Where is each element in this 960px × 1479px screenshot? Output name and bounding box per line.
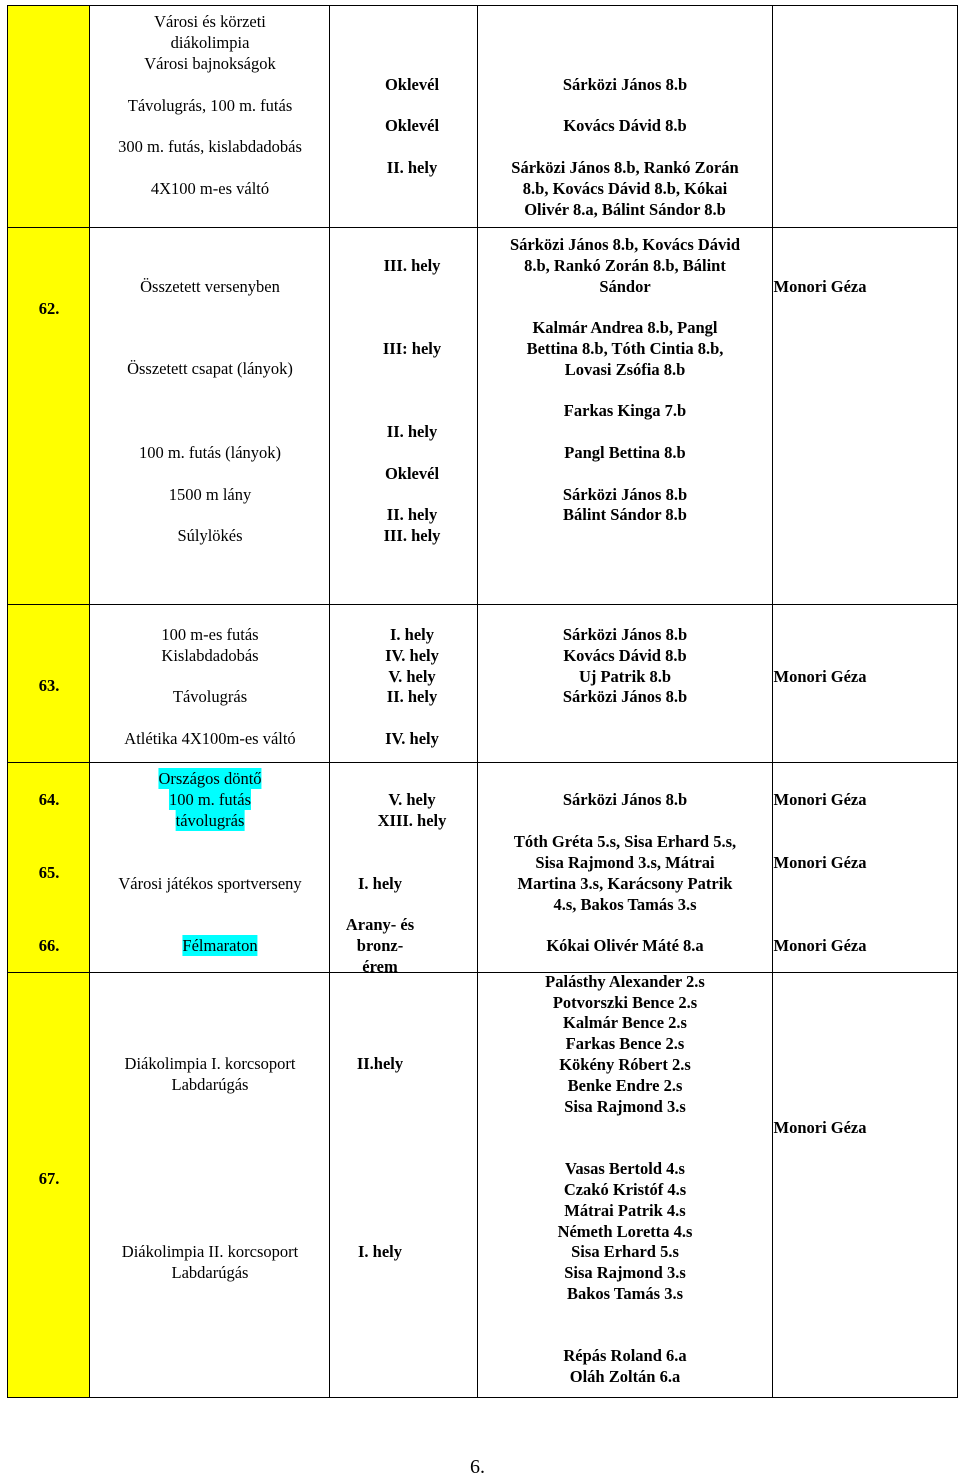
place-line: III. hely: [383, 526, 441, 545]
place-line: II. hely: [386, 687, 438, 706]
name-line: Kovács Dávid 8.b: [563, 646, 687, 665]
place-line: II. hely: [386, 505, 438, 524]
names-cell: [478, 6, 773, 228]
teacher-name: Monori Géza: [773, 277, 867, 296]
event-line: Távolugrás, 100 m. futás: [127, 96, 293, 115]
name-line: Kókai Olivér Máté 8.a: [546, 936, 704, 955]
row-num-cell: [8, 763, 90, 973]
name-line: Czakó Kristóf 4.s: [563, 1180, 687, 1199]
place-line: II. hely: [386, 158, 438, 177]
event-line: Labdarúgás: [171, 1263, 249, 1282]
name-line: Farkas Bence 2.s: [565, 1034, 685, 1053]
teacher-name: Monori Géza: [773, 667, 867, 686]
name-line: Sárközi János 8.b: [562, 687, 688, 706]
name-line: 8.b, Rankó Zorán 8.b, Bálint: [524, 256, 726, 275]
event-line: 100 m. futás (lányok): [138, 443, 282, 462]
table-row-67: [8, 973, 958, 1398]
name-line: Kalmár Bence 2.s: [563, 1013, 687, 1032]
name-line: Sisa Rajmond 3.s: [564, 1263, 686, 1282]
name-line: Pangl Bettina 8.b: [564, 443, 686, 462]
name-line: Németh Loretta 4.s: [557, 1222, 693, 1241]
place-line: V. hely: [388, 790, 436, 809]
name-line: Bálint Sándor 8.b: [563, 505, 687, 524]
name-line: Palásthy Alexander 2.s: [545, 972, 705, 991]
name-line: Benke Endre 2.s: [567, 1076, 683, 1095]
teacher-name: Monori Géza: [773, 853, 867, 872]
event-line: Diákolimpia II. korcsoport: [121, 1242, 299, 1261]
place-line: Oklevél: [384, 464, 440, 483]
place-line: Arany- és: [345, 915, 415, 934]
name-line: Sárközi János 8.b: [562, 75, 688, 94]
places-cell: [330, 763, 478, 976]
event-line: 100 m-es futás: [161, 625, 259, 644]
event-line: Összetett csapat (lányok): [127, 359, 293, 378]
event-line: 1500 m lány: [168, 485, 252, 504]
name-line: Sisa Erhard 5.s: [571, 1242, 679, 1261]
event-line: Labdarúgás: [171, 1075, 249, 1094]
name-line: 4.s, Bakos Tamás 3.s: [553, 895, 697, 914]
name-line: Uj Patrik 8.b: [578, 667, 672, 686]
name-line: Sárközi János 8.b: [562, 485, 688, 504]
place-line: Oklevél: [384, 116, 440, 135]
name-line: Vasas Bertold 4.s: [565, 1159, 685, 1178]
name-line: Sárközi János 8.b, Rankó Zorán: [511, 158, 739, 177]
teacher-name: Monori Géza: [773, 790, 867, 809]
place-line: I. hely: [389, 625, 435, 644]
name-line: Bakos Tamás 3.s: [566, 1284, 684, 1303]
place-line: III: hely: [382, 339, 442, 358]
events-cell: [90, 763, 330, 973]
names-cell: [478, 605, 773, 763]
table-row-top: [8, 6, 958, 228]
name-line: Kökény Róbert 2.s: [559, 1055, 691, 1074]
teacher-cell: [773, 605, 958, 763]
event-line: Városi bajnokságok: [144, 54, 276, 73]
name-line: Sisa Rajmond 3.s, Mátrai: [535, 853, 715, 872]
name-line: 8.b, Kovács Dávid 8.b, Kókai: [522, 179, 728, 198]
places-cell: [330, 973, 478, 1398]
row-number: 67.: [38, 1169, 60, 1188]
place-line: II.hely: [356, 1054, 404, 1073]
name-line: Martina 3.s, Karácsony Patrik: [517, 874, 733, 893]
place-line: III. hely: [383, 256, 441, 275]
event-line: 300 m. futás, kislabdadobás: [118, 137, 302, 156]
names-cell: [478, 763, 773, 973]
table-row-63: [8, 605, 958, 763]
name-line: Tóth Gréta 5.s, Sisa Erhard 5.s,: [513, 832, 737, 851]
events-cell: [90, 973, 330, 1398]
place-line: II. hely: [386, 422, 438, 441]
name-line: Kovács Dávid 8.b: [563, 116, 687, 135]
place-line: I. hely: [357, 1242, 403, 1261]
names-cell: [478, 973, 773, 1398]
places-cell: [330, 228, 478, 605]
teacher-cell: [773, 973, 958, 1398]
row-number: 64.: [38, 790, 60, 809]
teacher-cell: [773, 228, 958, 605]
event-line: Kislabdadobás: [161, 646, 259, 665]
place-line: érem: [362, 957, 398, 976]
name-line: Olivér 8.a, Bálint Sándor 8.b: [524, 200, 726, 219]
table-row-64-66: [8, 763, 958, 973]
results-table: [7, 5, 958, 1398]
event-line: diákolimpia: [170, 33, 250, 52]
name-line: Lovasi Zsófia 8.b: [564, 360, 686, 379]
row-num-cell: [8, 6, 90, 228]
teacher-name: Monori Géza: [773, 1118, 867, 1137]
name-line: Sándor: [599, 277, 651, 296]
event-line: Országos döntő: [158, 769, 262, 788]
teacher-cell: [773, 763, 958, 973]
place-line: V. hely: [388, 667, 436, 686]
event-line: Diákolimpia I. korcsoport: [124, 1054, 296, 1073]
events-cell: [90, 228, 330, 605]
name-line: Farkas Kinga 7.b: [563, 401, 687, 420]
event-line: távolugrás: [175, 811, 245, 830]
place-line: I. hely: [357, 874, 403, 893]
name-line: Sárközi János 8.b, Kovács Dávid: [509, 235, 741, 254]
name-line: Mátrai Patrik 4.s: [564, 1201, 686, 1220]
place-line: XIII. hely: [377, 811, 447, 830]
events-cell: [90, 605, 330, 763]
name-line: Sárközi János 8.b: [562, 790, 688, 809]
places-cell: [330, 605, 478, 763]
place-line: IV. hely: [385, 646, 439, 665]
place-line: bronz-: [356, 936, 404, 955]
name-line: Oláh Zoltán 6.a: [569, 1367, 681, 1386]
row-number: 66.: [38, 936, 60, 955]
row-number: 62.: [38, 299, 60, 318]
event-line: Távolugrás: [172, 687, 248, 706]
row-number: 65.: [38, 863, 60, 882]
table-row-62: [8, 228, 958, 605]
name-line: Répás Roland 6.a: [563, 1346, 687, 1365]
names-cell: [478, 228, 773, 605]
place-line: IV. hely: [385, 729, 439, 748]
event-line: Városi játékos sportverseny: [118, 874, 302, 893]
events-cell: [90, 6, 330, 228]
name-line: Bettina 8.b, Tóth Cintia 8.b,: [526, 339, 724, 358]
place-line: Oklevél: [384, 75, 440, 94]
row-num-cell: [8, 228, 90, 605]
event-line: Összetett versenyben: [140, 277, 280, 296]
name-line: Sisa Rajmond 3.s: [564, 1097, 686, 1116]
teacher-cell: [773, 6, 958, 228]
name-line: Sárközi János 8.b: [562, 625, 688, 644]
event-line: 100 m. futás: [168, 790, 252, 809]
event-line: Városi és körzeti: [154, 12, 266, 31]
name-line: Potvorszki Bence 2.s: [552, 993, 698, 1012]
name-line: Kalmár Andrea 8.b, Pangl: [532, 318, 718, 337]
event-line: Atlétika 4X100m-es váltó: [124, 729, 296, 748]
page-number: 6.: [470, 1456, 485, 1478]
teacher-name: Monori Géza: [773, 936, 867, 955]
places-cell: [330, 6, 478, 228]
row-number: 63.: [38, 676, 60, 695]
event-line: 4X100 m-es váltó: [150, 179, 270, 198]
event-line: Félmaraton: [182, 936, 258, 955]
row-num-cell: [8, 605, 90, 763]
row-num-cell: [8, 973, 90, 1398]
event-line: Súlylökés: [177, 526, 243, 545]
